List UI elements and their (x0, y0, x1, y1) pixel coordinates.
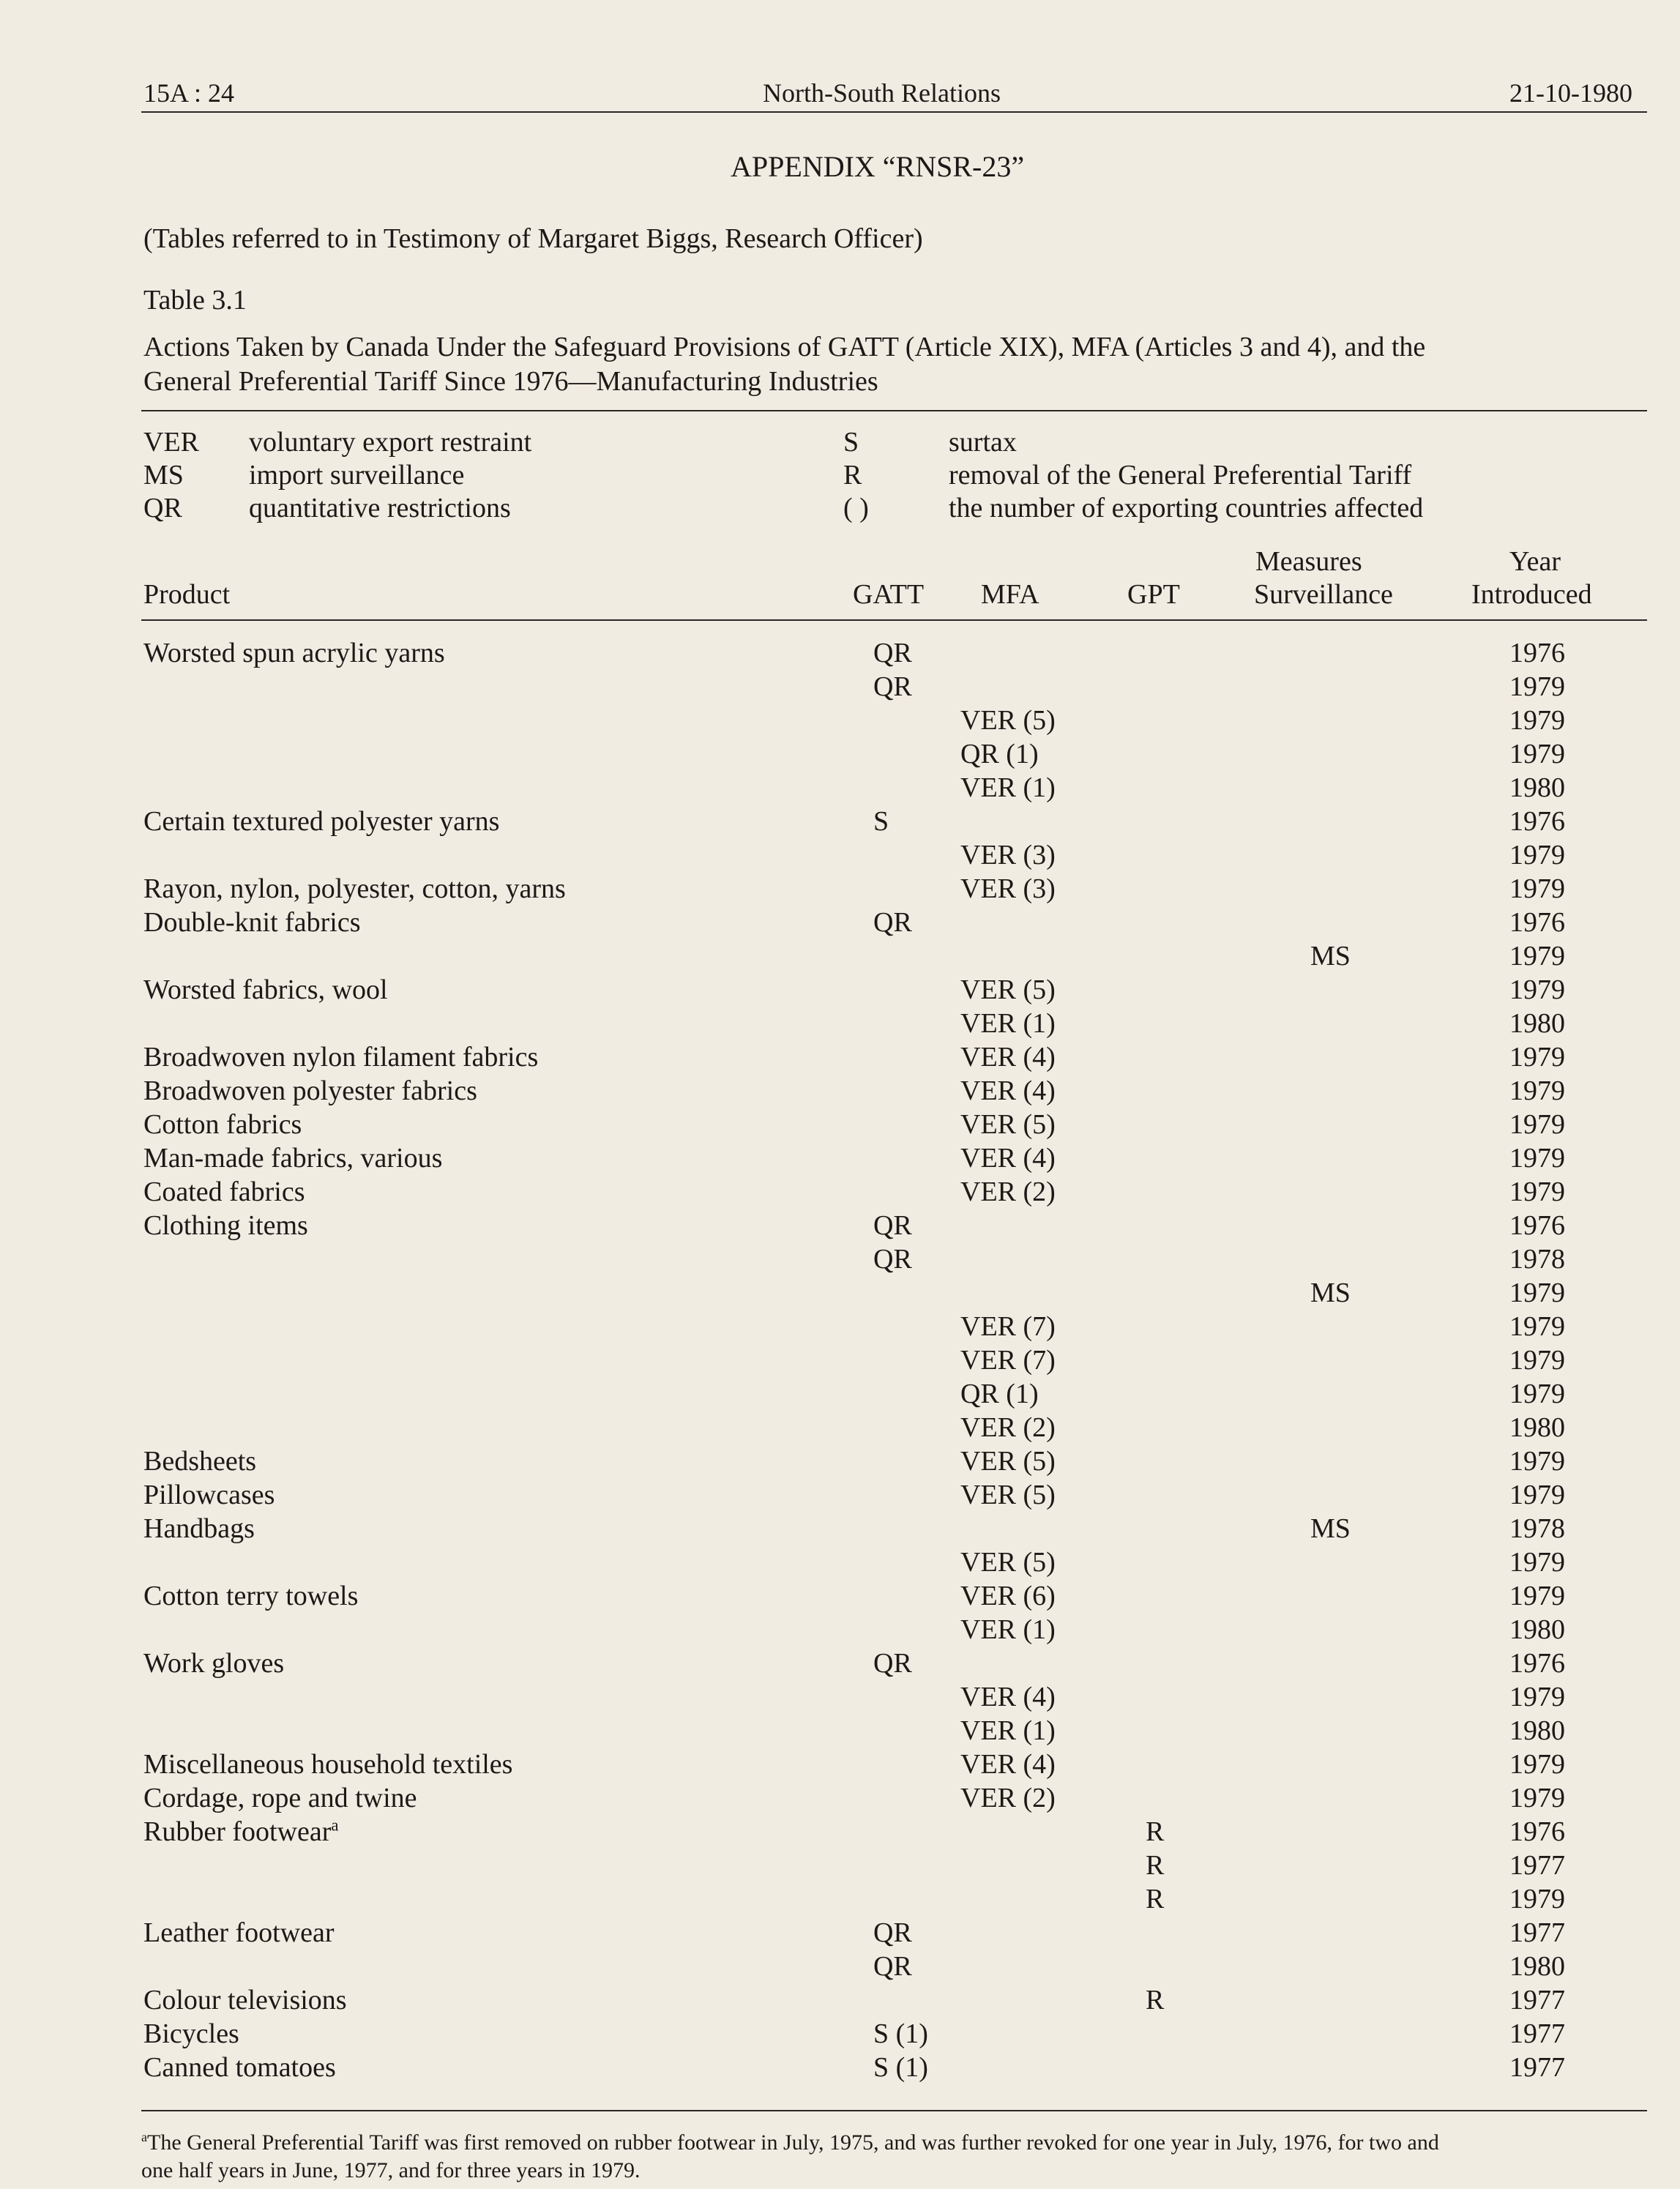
gatt-heading: GATT (853, 579, 925, 610)
mfa-cell: VER (5) (960, 974, 1056, 1005)
legend-meaning: the number of exporting countries affected (949, 493, 1424, 523)
surveillance-heading: Surveillance (1254, 579, 1393, 610)
table-row (0, 1849, 1680, 1883)
mfa-cell: VER (4) (960, 1682, 1056, 1712)
surveillance-cell: MS (1310, 1278, 1351, 1308)
table-row (0, 906, 1680, 940)
product-cell: Miscellaneous household textiles (143, 1749, 513, 1780)
table-row (0, 1883, 1680, 1917)
mfa-cell: VER (5) (960, 705, 1056, 736)
mfa-cell: VER (1) (960, 1008, 1056, 1039)
product-cell: Clothing items (143, 1210, 308, 1241)
legend-abbr: ( ) (843, 493, 869, 523)
year-cell: 1979 (1509, 840, 1565, 870)
table-bottom-rule (141, 2110, 1647, 2111)
table-row (0, 1647, 1680, 1681)
gatt-cell: S (1) (873, 2018, 928, 2049)
year-cell: 1979 (1509, 1311, 1565, 1342)
year-cell: 1979 (1509, 1682, 1565, 1712)
header-date: 21-10-1980 (1509, 78, 1632, 108)
year-cell: 1980 (1509, 772, 1565, 803)
year-cell: 1976 (1509, 1816, 1565, 1847)
year-cell: 1979 (1509, 1581, 1565, 1611)
product-cell: Bicycles (143, 2018, 239, 2049)
legend-meaning: surtax (949, 427, 1017, 458)
legend-abbr: VER (143, 427, 199, 458)
mfa-cell: VER (5) (960, 1109, 1056, 1140)
year-cell: 1977 (1509, 1985, 1565, 2015)
mfa-cell: VER (1) (960, 1614, 1056, 1645)
table-row (0, 1580, 1680, 1614)
mfa-cell: VER (1) (960, 1715, 1056, 1746)
header-rule (141, 111, 1647, 113)
gatt-cell: QR (873, 1648, 912, 1679)
table-row (0, 1479, 1680, 1513)
table-row (0, 1243, 1680, 1277)
table-row (0, 772, 1680, 805)
appendix-title: APPENDIX “RNSR-23” (731, 150, 1025, 183)
product-cell: Worsted fabrics, wool (143, 974, 388, 1005)
table-row (0, 1075, 1680, 1108)
table-row (0, 2051, 1680, 2085)
year-cell: 1978 (1509, 1244, 1565, 1275)
table-row (0, 1984, 1680, 2018)
year-cell: 1979 (1509, 1278, 1565, 1308)
mfa-cell: VER (3) (960, 840, 1056, 870)
mfa-heading: MFA (981, 579, 1039, 610)
gpt-heading: GPT (1127, 579, 1180, 610)
table-row (0, 873, 1680, 906)
year-cell: 1980 (1509, 1614, 1565, 1645)
table-row (0, 1782, 1680, 1816)
product-cell: Handbags (143, 1513, 255, 1544)
year-heading-top: Year (1509, 546, 1561, 577)
year-cell: 1980 (1509, 1715, 1565, 1746)
table-row (0, 1176, 1680, 1209)
gatt-cell: QR (873, 638, 912, 668)
product-cell: Broadwoven nylon filament fabrics (143, 1042, 539, 1073)
footnote-reference: a (331, 1816, 339, 1835)
footnote-line-1: The General Preferential Tariff was first removed on rubber footwear in July, 1975, and was further revoked for one year in July, 1976, for two and (147, 2130, 1439, 2155)
mfa-cell: VER (2) (960, 1783, 1056, 1813)
gatt-cell: QR (873, 671, 912, 702)
gatt-cell: QR (873, 1917, 912, 1948)
gatt-cell: QR (873, 1244, 912, 1275)
product-cell: Work gloves (143, 1648, 285, 1679)
product-cell: Bedsheets (143, 1446, 257, 1477)
mfa-cell: VER (2) (960, 1412, 1056, 1443)
year-cell: 1979 (1509, 1884, 1565, 1914)
gpt-cell: R (1146, 1850, 1165, 1881)
year-cell: 1977 (1509, 1917, 1565, 1948)
mfa-cell: VER (7) (960, 1345, 1056, 1376)
table-row (0, 805, 1680, 839)
year-cell: 1979 (1509, 1075, 1565, 1106)
table-row (0, 1917, 1680, 1950)
footnote (141, 2123, 1439, 2185)
product-cell: Colour televisions (143, 1985, 347, 2015)
product-cell: Man-made fabrics, various (143, 1143, 443, 1174)
caption-line-1: Actions Taken by Canada Under the Safeguard Provisions of GATT (Article XIX), MFA (Articles 3 and 4), and the (143, 332, 1426, 362)
year-cell: 1976 (1509, 806, 1565, 837)
table-row (0, 974, 1680, 1007)
measures-heading: Measures (1255, 546, 1362, 577)
product-cell: Cotton terry towels (143, 1581, 359, 1611)
year-cell: 1978 (1509, 1513, 1565, 1544)
year-cell: 1979 (1509, 1480, 1565, 1510)
year-cell: 1979 (1509, 1143, 1565, 1174)
product-cell: Broadwoven polyester fabrics (143, 1075, 477, 1106)
table-row (0, 1816, 1680, 1849)
product-heading: Product (143, 579, 231, 610)
gatt-cell: QR (873, 907, 912, 938)
table-row (0, 1142, 1680, 1176)
mfa-cell: VER (5) (960, 1446, 1056, 1477)
mfa-cell: VER (1) (960, 772, 1056, 803)
legend-abbr: S (843, 427, 859, 458)
mfa-cell: VER (2) (960, 1176, 1056, 1207)
legend-meaning: removal of the General Preferential Tariff (949, 460, 1412, 491)
page-number: 15A : 24 (143, 78, 235, 108)
year-cell: 1979 (1509, 1783, 1565, 1813)
table-row (0, 2018, 1680, 2051)
gpt-cell: R (1146, 1985, 1165, 2015)
running-title: North-South Relations (763, 78, 1001, 108)
year-cell: 1980 (1509, 1951, 1565, 1982)
year-cell: 1977 (1509, 2018, 1565, 2049)
product-cell: Double-knit fabrics (143, 907, 361, 938)
legend-meaning: quantitative restrictions (249, 493, 511, 523)
table-number: Table 3.1 (143, 285, 247, 316)
table-row (0, 1310, 1680, 1344)
table-caption (143, 330, 1425, 399)
year-cell: 1979 (1509, 1379, 1565, 1409)
footnote-marker: a (141, 2130, 147, 2144)
product-cell: Certain textured polyester yarns (143, 806, 500, 837)
mfa-cell: VER (4) (960, 1143, 1056, 1174)
year-cell: 1976 (1509, 907, 1565, 938)
gatt-cell: S (1) (873, 2052, 928, 2083)
legend-abbr: MS (143, 460, 184, 491)
table-row (0, 839, 1680, 873)
table-row (0, 1412, 1680, 1445)
mfa-cell: VER (7) (960, 1311, 1056, 1342)
legend-abbr: R (843, 460, 862, 491)
year-cell: 1979 (1509, 1547, 1565, 1578)
legend-abbr: QR (143, 493, 182, 523)
mfa-cell: QR (1) (960, 1379, 1039, 1409)
mfa-cell: VER (4) (960, 1749, 1056, 1780)
year-cell: 1980 (1509, 1008, 1565, 1039)
year-cell: 1979 (1509, 873, 1565, 904)
product-cell: Rubber footwear$^a$ (143, 1816, 339, 1847)
mfa-cell: VER (5) (960, 1547, 1056, 1578)
table-row (0, 1950, 1680, 1984)
table-row (0, 1513, 1680, 1546)
mfa-cell: VER (5) (960, 1480, 1056, 1510)
mfa-cell: QR (1) (960, 739, 1039, 769)
gatt-cell: S (873, 806, 889, 837)
mfa-cell: VER (4) (960, 1075, 1056, 1106)
table-row (0, 1614, 1680, 1647)
mfa-cell: VER (4) (960, 1042, 1056, 1073)
table-row (0, 637, 1680, 671)
product-cell: Leather footwear (143, 1917, 335, 1948)
year-cell: 1976 (1509, 638, 1565, 668)
product-cell: Cotton fabrics (143, 1109, 302, 1140)
product-cell: Canned tomatoes (143, 2052, 336, 2083)
header-bottom-rule (141, 619, 1647, 621)
footnote-line-2: one half years in June, 1977, and for three years in 1979. (141, 2158, 641, 2182)
year-cell: 1977 (1509, 2052, 1565, 2083)
table-row (0, 1681, 1680, 1715)
surveillance-cell: MS (1310, 1513, 1351, 1544)
surveillance-cell: MS (1310, 941, 1351, 972)
year-cell: 1979 (1509, 941, 1565, 972)
year-cell: 1979 (1509, 671, 1565, 702)
product-cell: Worsted spun acrylic yarns (143, 638, 445, 668)
product-cell: Coated fabrics (143, 1176, 305, 1207)
legend-meaning: import surveillance (249, 460, 465, 491)
table-row (0, 1007, 1680, 1041)
table-row (0, 940, 1680, 974)
year-cell: 1979 (1509, 1042, 1565, 1073)
gpt-cell: R (1146, 1884, 1165, 1914)
table-row (0, 738, 1680, 772)
table-row (0, 1748, 1680, 1782)
gpt-cell: R (1146, 1816, 1165, 1847)
year-cell: 1979 (1509, 1109, 1565, 1140)
mfa-cell: VER (6) (960, 1581, 1056, 1611)
year-cell: 1979 (1509, 739, 1565, 769)
caption-line-2: General Preferential Tariff Since 1976—Manufacturing Industries (143, 366, 878, 397)
year-cell: 1976 (1509, 1648, 1565, 1679)
table-row (0, 1108, 1680, 1142)
year-cell: 1977 (1509, 1850, 1565, 1881)
gatt-cell: QR (873, 1951, 912, 1982)
year-cell: 1980 (1509, 1412, 1565, 1443)
mfa-cell: VER (3) (960, 873, 1056, 904)
year-cell: 1979 (1509, 1446, 1565, 1477)
table-row (0, 1715, 1680, 1748)
subtitle: (Tables referred to in Testimony of Margaret Biggs, Research Officer) (143, 223, 923, 254)
table-row (0, 1445, 1680, 1479)
year-heading-bottom: Introduced (1471, 579, 1592, 610)
table-row (0, 704, 1680, 738)
table-row (0, 1378, 1680, 1412)
year-cell: 1979 (1509, 1176, 1565, 1207)
table-row (0, 1277, 1680, 1310)
year-cell: 1979 (1509, 974, 1565, 1005)
table-row (0, 1041, 1680, 1075)
product-cell: Rayon, nylon, polyester, cotton, yarns (143, 873, 566, 904)
table-row (0, 671, 1680, 704)
year-cell: 1976 (1509, 1210, 1565, 1241)
legend-meaning: voluntary export restraint (249, 427, 532, 458)
table-row (0, 1344, 1680, 1378)
product-cell: Cordage, rope and twine (143, 1783, 417, 1813)
year-cell: 1979 (1509, 1749, 1565, 1780)
legend-top-rule (141, 410, 1647, 411)
gatt-cell: QR (873, 1210, 912, 1241)
year-cell: 1979 (1509, 1345, 1565, 1376)
table-row (0, 1209, 1680, 1243)
table-row (0, 1546, 1680, 1580)
product-cell: Pillowcases (143, 1480, 275, 1510)
year-cell: 1979 (1509, 705, 1565, 736)
